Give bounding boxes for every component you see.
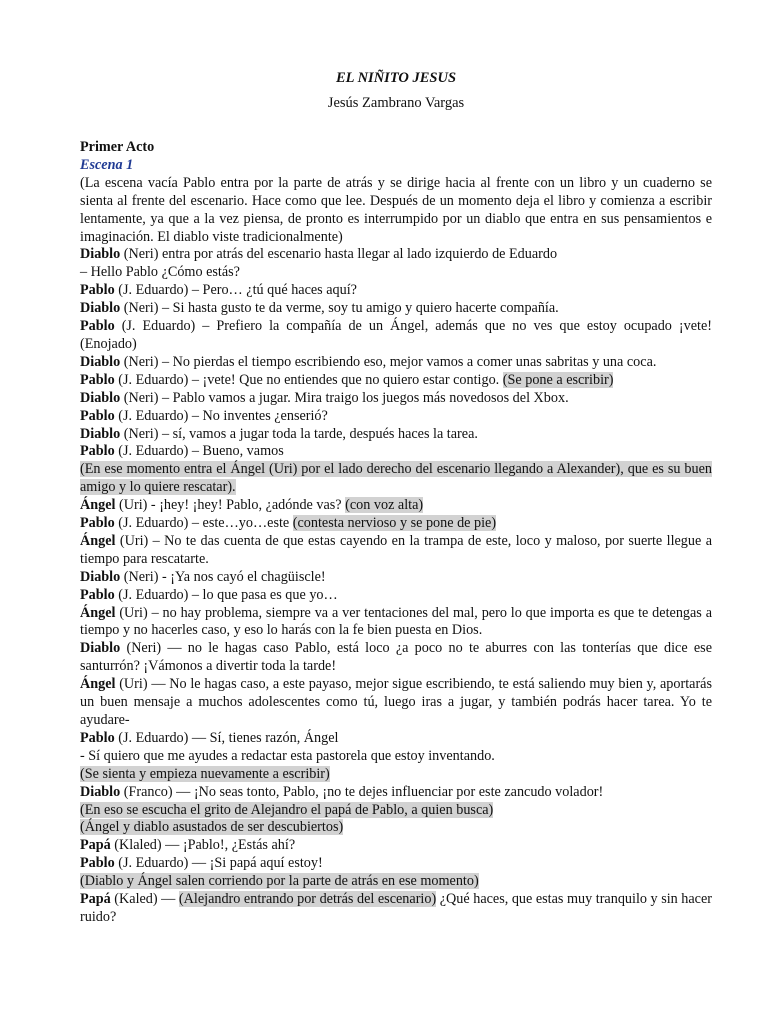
speaker-name: Pablo bbox=[80, 318, 115, 335]
speaker-name: Pablo bbox=[80, 407, 115, 424]
speaker-name: Papá bbox=[80, 891, 111, 908]
script-line bbox=[80, 246, 712, 264]
line-text-after: ¿Qué haces, que estas muy tranquilo y sin hacer ruido? bbox=[80, 891, 713, 925]
script-line bbox=[80, 748, 712, 766]
line-text: (Neri) – No pierdas el tiempo escribiendo eso, mejor vamos a comer unas sabritas y una coca. bbox=[120, 353, 657, 370]
speaker-name: Diablo bbox=[80, 300, 121, 317]
speaker-name: Ángel bbox=[80, 532, 116, 549]
stage-direction: (En ese momento entra el Ángel (Uri) por el lado derecho del escenario llegando a Alexander), que es su buen amigo y lo quiere rescatar). bbox=[80, 461, 712, 496]
script-line bbox=[80, 354, 712, 372]
script-line bbox=[80, 802, 712, 820]
speaker-name: Pablo bbox=[80, 282, 115, 299]
script-line bbox=[80, 175, 712, 247]
line-text: - Sí quiero que me ayudes a redactar esta pastorela que estoy inventando. bbox=[80, 747, 495, 764]
speaker-name: Diablo bbox=[80, 389, 121, 406]
script-line bbox=[80, 390, 712, 408]
script-line bbox=[80, 264, 712, 282]
speaker-name: Diablo bbox=[80, 246, 121, 263]
speaker-name: Diablo bbox=[80, 640, 121, 657]
speaker-name: Diablo bbox=[80, 783, 121, 800]
line-text: (J. Eduardo) – ¡vete! Que no entiendes que no quiero estar contigo. bbox=[114, 371, 503, 388]
line-text: (Uri) – No te das cuenta de que estas cayendo en la trampa de este, loco y maloso, por suerte llegue a tiempo para rescatarte. bbox=[80, 532, 712, 567]
speaker-name: Ángel bbox=[80, 604, 116, 621]
line-text: (Neri) – Si hasta gusto te da verme, soy tu amigo y quiero hacerte compañía. bbox=[120, 300, 559, 317]
line-text: (Neri) – Pablo vamos a jugar. Mira traigo los juegos más novedosos del Xbox. bbox=[120, 389, 569, 406]
speaker-name: Ángel bbox=[80, 497, 116, 514]
line-text: (Klaled) — ¡Pablo!, ¿Estás ahí? bbox=[110, 837, 296, 854]
script-line bbox=[80, 515, 712, 533]
speaker-name: Diablo bbox=[80, 425, 121, 442]
line-text: (J. Eduardo) – Pero… ¿tú qué haces aquí? bbox=[114, 282, 357, 299]
line-text: (Franco) — ¡No seas tonto, Pablo, ¡no te dejes influenciar por este zancudo volador! bbox=[120, 783, 604, 800]
stage-direction: (Diablo y Ángel salen corriendo por la parte de atrás en ese momento) bbox=[80, 873, 479, 890]
script-line bbox=[80, 784, 712, 802]
line-text: – Hello Pablo ¿Cómo estás? bbox=[80, 264, 240, 281]
line-text: (J. Eduardo) – Prefiero la compañía de un Ángel, además que no ves que estoy ocupado ¡vete! (Enojado) bbox=[80, 318, 712, 352]
speaker-name: Papá bbox=[80, 837, 111, 854]
script-line bbox=[80, 676, 712, 730]
speaker-name: Pablo bbox=[80, 371, 115, 388]
script-line bbox=[80, 497, 712, 515]
script-line bbox=[80, 605, 712, 641]
script-line bbox=[80, 819, 712, 837]
line-text: (Uri) — No le hagas caso, a este payaso, mejor sigue escribiendo, te está saliendo muy bien y, aportarás un buen mensaje a muchos adolescentes como tú, luego iras a jugar, y también podrás hacer tarea. Yo te ayudare- bbox=[80, 676, 712, 728]
script-line bbox=[80, 855, 712, 873]
script-line bbox=[80, 426, 712, 444]
script-line bbox=[80, 837, 712, 855]
script-line bbox=[80, 282, 712, 300]
script-line bbox=[80, 587, 712, 605]
line-text: (Neri) – sí, vamos a jugar toda la tarde, después haces la tarea. bbox=[120, 425, 478, 442]
line-text: (Kaled) — bbox=[110, 891, 179, 908]
script-line bbox=[80, 318, 712, 354]
line-text: (Uri) – no hay problema, siempre va a ver tentaciones del mal, pero lo que importa es que te detengas a tiempo y no hacerles caso, y eso lo harás con la fe bien puesta en Dios. bbox=[80, 604, 712, 639]
script-line bbox=[80, 873, 712, 891]
script-line bbox=[80, 730, 712, 748]
line-text: (J. Eduardo) – lo que pasa es que yo… bbox=[114, 586, 338, 603]
speaker-name: Pablo bbox=[80, 729, 115, 746]
speaker-name: Pablo bbox=[80, 855, 115, 872]
scene-heading: Escena 1 bbox=[80, 156, 134, 173]
line-text: (J. Eduardo) – No inventes ¿enserió? bbox=[114, 407, 328, 424]
script-line bbox=[80, 300, 712, 318]
line-text: (Neri) entra por atrás del escenario hasta llegar al lado izquierdo de Eduardo bbox=[120, 246, 558, 263]
line-text: (J. Eduardo) – Bueno, vamos bbox=[114, 443, 284, 460]
script-line bbox=[80, 533, 712, 569]
speaker-name: Pablo bbox=[80, 586, 115, 603]
highlighted-note: (Se pone a escribir) bbox=[502, 371, 614, 388]
line-text: (Neri) — no le hagas caso Pablo, está loco ¿a poco no te aburres con las tonterías que dice ese santurrón? ¡Vámonos a divertir toda la tarde! bbox=[80, 640, 712, 675]
line-text: (Neri) - ¡Ya nos cayó el chagüiscle! bbox=[120, 568, 326, 585]
speaker-name: Pablo bbox=[80, 443, 115, 460]
document-title: EL NIÑITO JESUS bbox=[335, 70, 457, 86]
document-page bbox=[80, 70, 712, 927]
stage-direction: (Se sienta y empieza nuevamente a escribir) bbox=[80, 765, 330, 782]
speaker-name: Ángel bbox=[80, 676, 116, 693]
stage-direction: (Ángel y diablo asustados de ser descubiertos) bbox=[80, 819, 344, 836]
script-line bbox=[80, 372, 712, 390]
highlighted-note: (con voz alta) bbox=[345, 497, 424, 514]
document-author: Jesús Zambrano Vargas bbox=[327, 95, 465, 111]
highlighted-note: (Alejandro entrando por detrás del escenario) bbox=[178, 891, 437, 908]
script-line bbox=[80, 443, 712, 461]
speaker-name: Diablo bbox=[80, 353, 121, 370]
line-text: (J. Eduardo) — ¡Si papá aquí estoy! bbox=[114, 855, 323, 872]
script-line bbox=[80, 569, 712, 587]
line-text: (J. Eduardo) — Sí, tienes razón, Ángel bbox=[114, 729, 339, 746]
speaker-name: Pablo bbox=[80, 515, 115, 532]
speaker-name: Diablo bbox=[80, 568, 121, 585]
line-text: (La escena vacía Pablo entra por la parte de atrás y se dirige hacia al frente con un libro y un cuaderno se sienta al frente del escenario. Hace como que lee. Después de un momento deja el libro y comienza a escribir lentamente, ya que a la vez piensa, de pronto es interrumpido por un diablo que entra en sus pensamientos e imaginación. El diablo viste tradicionalmente) bbox=[80, 174, 712, 245]
line-text: (J. Eduardo) – este…yo…este bbox=[114, 515, 293, 532]
line-text: (Uri) - ¡hey! ¡hey! Pablo, ¿adónde vas? bbox=[115, 497, 346, 514]
highlighted-note: (contesta nervioso y se pone de pie) bbox=[292, 515, 497, 532]
script-line bbox=[80, 408, 712, 426]
script-line bbox=[80, 766, 712, 784]
script-line bbox=[80, 461, 712, 497]
stage-direction: (En eso se escucha el grito de Alejandro el papá de Pablo, a quien busca) bbox=[80, 801, 494, 818]
script-line bbox=[80, 891, 712, 927]
act-heading: Primer Acto bbox=[80, 139, 155, 155]
script-line bbox=[80, 640, 712, 676]
script-body bbox=[80, 175, 712, 927]
